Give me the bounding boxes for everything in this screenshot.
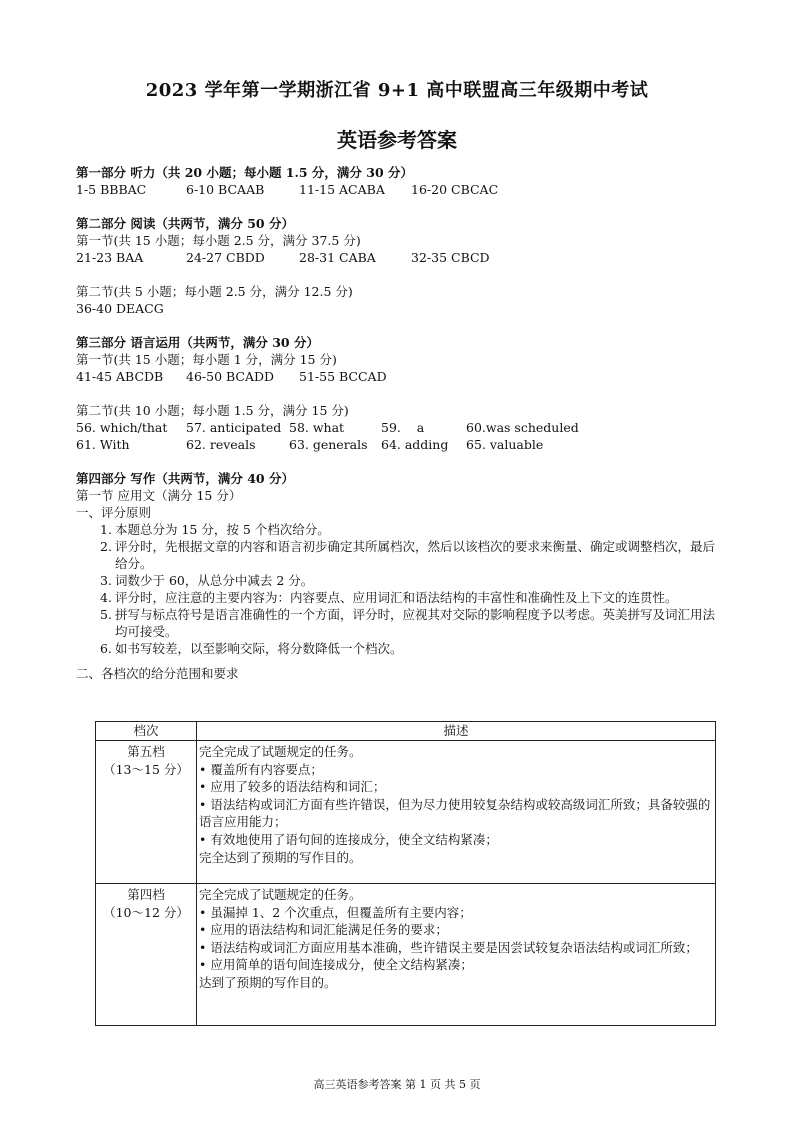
answer-group: 28-31 CABA	[299, 250, 376, 265]
answer-item: 61. With	[76, 437, 130, 452]
description-line: • 覆盖所有内容要点；	[199, 761, 323, 777]
level-name: 第五档	[127, 744, 165, 759]
page-footer: 高三英语参考答案 第 1 页 共 5 页	[313, 1078, 481, 1091]
scoring-rules-list	[76, 521, 726, 657]
part4-section1-heading: 第一节 应用文（满分 15 分）	[76, 488, 242, 503]
answer-content	[76, 164, 726, 682]
level-range: （10～12 分）	[103, 904, 189, 920]
answer-item: 65. valuable	[466, 437, 544, 452]
list-item: 6. 如书写较差，以至影响交际，将分数降低一个档次。	[100, 641, 403, 656]
part3-section2-heading: 第二节(共 10 小题；每小题 1.5 分，满分 15 分)	[76, 403, 349, 418]
column-header-description: 描述	[197, 722, 716, 741]
answer-item: 56. which/that	[76, 420, 168, 435]
principles-heading: 一、评分原则	[76, 505, 152, 520]
description-line: 完全完成了试题规定的任务。	[199, 887, 362, 902]
part1-heading: 第一部分 听力（共 20 小题；每小题 1.5 分，满分 30 分）	[76, 165, 414, 180]
answer-group: 16-20 CBCAC	[411, 182, 499, 197]
answer-group: 21-23 BAA	[76, 250, 144, 265]
list-item: 2. 评分时，先根据文章的内容和语言初步确定其所属档次，然后以该档次的要求来衡量、确定或调整档次，最后给分。	[100, 539, 716, 571]
document-title: 2023 学年第一学期浙江省 9+1 高中联盟高三年级期中考试	[145, 80, 649, 101]
answer-group: 1-5 BBBAC	[76, 182, 147, 197]
level-name: 第四档	[127, 887, 165, 902]
answer-item: 63. generals	[289, 437, 368, 452]
answer-group: 11-15 ACABA	[299, 182, 385, 197]
list-item: 5. 拼写与标点符号是语言准确性的一个方面，评分时，应视其对交际的影响程度予以考虑。英美拼写及词汇用法均可接受。	[100, 607, 716, 639]
list-item: 3. 词数少于 60，从总分中减去 2 分。	[100, 573, 314, 588]
answer-item: 60.was scheduled	[466, 420, 579, 435]
answer-group: 6-10 BCAAB	[186, 182, 265, 197]
description-line: • 应用了较多的语法结构和词汇；	[199, 779, 386, 795]
answer-item: 57. anticipated	[186, 420, 282, 435]
part2-section2-answers: 36-40 DEACG	[76, 301, 164, 316]
list-item: 4. 评分时，应注意的主要内容为：内容要点、应用词汇和语法结构的丰富性和准确性及上下文的连贯性。	[100, 590, 678, 605]
table-header-row	[96, 722, 716, 741]
part3-section1-answers	[76, 368, 726, 385]
ranges-heading: 二、各档次的给分范围和要求	[76, 666, 239, 681]
part3-section2-row2	[76, 436, 726, 453]
answer-group: 24-27 CBDD	[186, 250, 265, 265]
description-line: • 语法结构或词汇方面有些许错误，但为尽力使用较复杂结构或较高级词汇所致；具备较强的语言应用能力；	[199, 796, 711, 830]
description-line: 达到了预期的写作目的。	[199, 974, 337, 990]
answer-group: 46-50 BCADD	[186, 369, 275, 384]
part3-section1-heading: 第一节(共 15 小题；每小题 1 分，满分 15 分)	[76, 352, 337, 367]
column-header-level: 档次	[96, 722, 197, 741]
description-line: 完全完成了试题规定的任务。	[199, 744, 362, 759]
part4-heading: 第四部分 写作（共两节，满分 40 分）	[76, 471, 294, 486]
level-range: （13～15 分）	[103, 761, 189, 777]
description-line: • 应用简单的语句间连接成分，使全文结构紧凑；	[199, 957, 473, 973]
answer-group: 32-35 CBCD	[411, 250, 490, 265]
document-subtitle: 英语参考答案	[337, 128, 457, 152]
part2-section1-heading: 第一节(共 15 小题；每小题 2.5 分，满分 37.5 分)	[76, 233, 361, 248]
answer-item: 59. a	[381, 420, 425, 435]
description-cell	[197, 884, 716, 1026]
description-line: • 应用的语法结构和词汇能满足任务的要求；	[199, 922, 448, 938]
description-line: 完全达到了预期的写作目的。	[199, 849, 362, 865]
description-line: • 语法结构或词汇方面应用基本准确，些许错误主要是因尝试较复杂语法结构或词汇所致；	[199, 939, 698, 955]
answer-group: 41-45 ABCDB	[76, 369, 164, 384]
list-item: 1. 本题总分为 15 分，按 5 个档次给分。	[100, 522, 330, 537]
answer-group: 51-55 BCCAD	[299, 369, 387, 384]
description-line: • 虽漏掉 1、2 个次重点，但覆盖所有主要内容；	[199, 904, 472, 920]
part2-section1-answers	[76, 249, 726, 266]
answer-item: 58. what	[289, 420, 345, 435]
level-cell	[96, 884, 197, 1026]
part1-answers	[76, 181, 726, 198]
level-cell	[96, 741, 197, 884]
part3-section2-row1	[76, 419, 726, 436]
answer-item: 62. reveals	[186, 437, 256, 452]
description-line: • 有效地使用了语句间的连接成分，使全文结构紧凑；	[199, 831, 498, 847]
grading-table	[95, 721, 716, 1026]
answer-item: 64. adding	[381, 437, 449, 452]
table-row	[96, 741, 716, 884]
part2-heading: 第二部分 阅读（共两节，满分 50 分）	[76, 216, 294, 231]
part3-heading: 第三部分 语言运用（共两节，满分 30 分）	[76, 335, 319, 350]
table-row	[96, 884, 716, 1026]
description-cell	[197, 741, 716, 884]
part2-section2-heading: 第二节(共 5 小题；每小题 2.5 分，满分 12.5 分)	[76, 284, 353, 299]
